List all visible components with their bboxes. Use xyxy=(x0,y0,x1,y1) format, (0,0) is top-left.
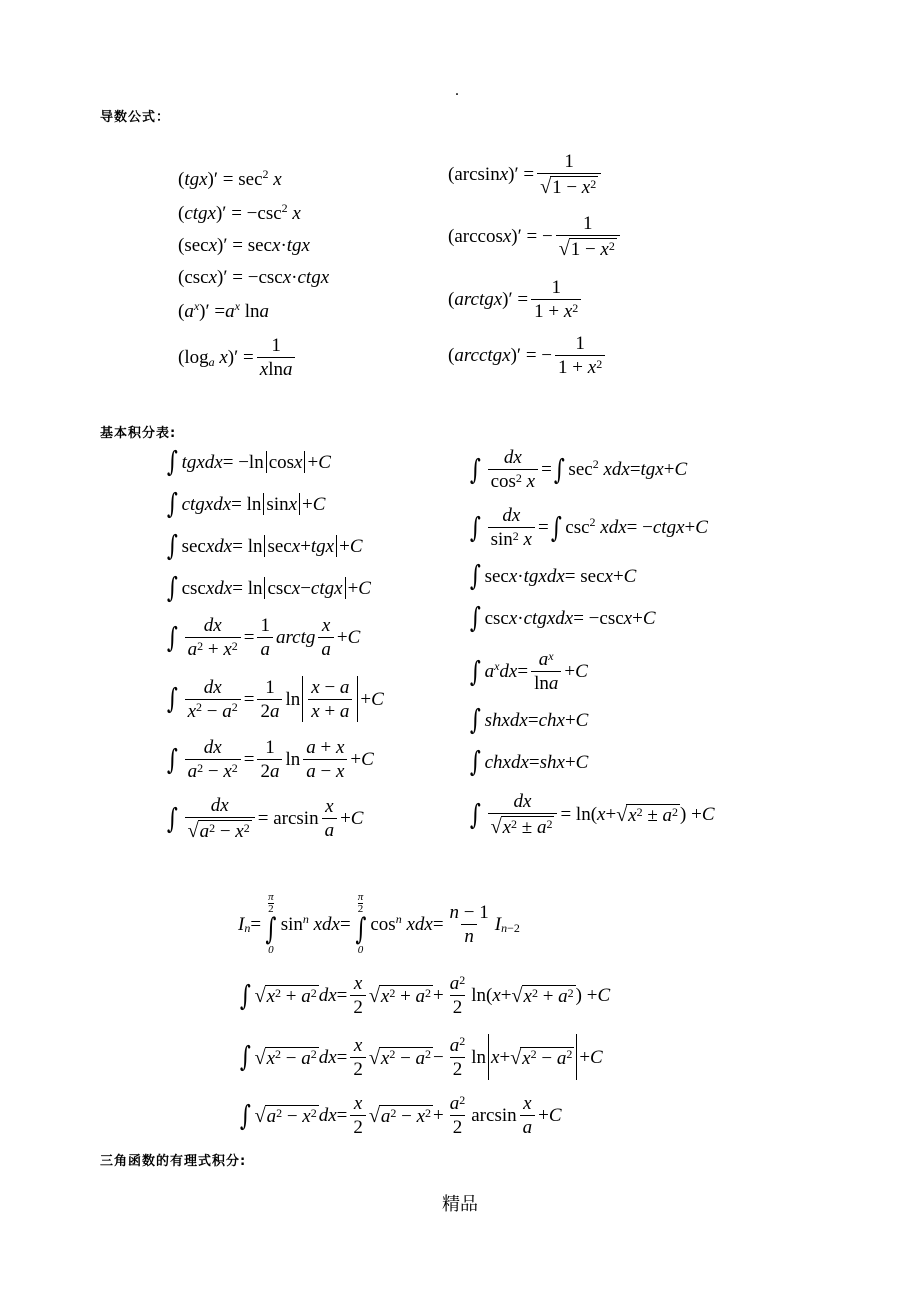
section-heading-derivatives: 导数公式： xyxy=(100,110,171,125)
formula-int-shx: ∫ shxdx = chx + C xyxy=(469,703,589,736)
formula-int-ctgx: ∫ ctgxdx = ln sin x + C xyxy=(166,487,326,520)
formula-int-exp: ∫ a $^x$ dx = $\frac{a^x}{\ln a}$ + C xyxy=(469,648,588,694)
formula-deriv-arcctgx: ( arcctgx )′ = − $\frac{1}{1 + x^2}$ xyxy=(448,334,608,377)
formula-int-x2-minus-a2: ∫ $\frac{dx}{x^2 - a^2}$ = $\frac{1}{2a}$ ln $\frac{x - a}{x + a}$ + C xyxy=(166,676,384,722)
formula-int-sqrt-x2-plus-a2: ∫ √ $x^2 + a^2$ dx = $\frac{x}{2}$ √ $x^2 + a^2$ + $\frac{a^2}{2}$ ln( x + √ $x^2 + a^2$ ) + C xyxy=(239,972,611,1018)
formula-int-cscx: ∫ csc xdx = ln csc x − ctgx + C xyxy=(166,571,371,604)
formula-int-sec-tg: ∫ sec x · tgxdx = sec x + C xyxy=(469,559,637,592)
formula-int-csc2: ∫ $\frac{dx}{\sin^2 x}$ = ∫ csc $^2$ xdx = − ctgx + C xyxy=(469,505,708,550)
formula-int-tgx: ∫ tgxdx = −ln cos x + C xyxy=(166,445,331,478)
formula-deriv-arcsin: (arcsin x )′ = 1 √ $1 - x^2$ xyxy=(448,152,604,197)
footer-label: 精品 xyxy=(442,1194,478,1215)
formula-int-sqrt-a2-minus-x2: ∫ √ $a^2 - x^2$ dx = $\frac{x}{2}$ √ $a^2 - x^2$ + $\frac{a^2}{2}$ arcsin $\frac{x}{a}$ + C xyxy=(239,1092,562,1138)
formula-int-sqrt-x2-minus-a2: ∫ √ $x^2 - a^2$ dx = $\frac{x}{2}$ √ $x^2 - a^2$ − $\frac{a^2}{2}$ ln x + √ $x^2 - a^2$ + C xyxy=(239,1034,603,1080)
formula-int-secx: ∫ sec xdx = ln sec x + tgx + C xyxy=(166,529,363,562)
formula-reduction-In: I $_n$ = $\frac{\pi}{2}$ ∫ 0 sin $^n$ xdx = $\frac{\pi}{2}$ ∫ 0 cos $^n$ xdx = $\frac{n - 1}{n}$ I $_{n -2}$ xyxy=(238,891,520,956)
section-heading-trig-rational: 三角函数的有理式积分: xyxy=(100,1154,247,1169)
formula-int-arcsin: ∫ dx √ $a^2 - x^2$ = arcsin $\frac{x}{a}$ + C xyxy=(166,795,364,842)
formula-deriv-exp: ( a $^x$ )′ = a $^x$ ln a xyxy=(178,299,269,322)
formula-deriv-cscx: (csc x )′ = −csc x · ctgx xyxy=(178,267,330,288)
header-mark: . xyxy=(455,82,459,99)
formula-int-a2-plus-x2: ∫ $\frac{dx}{a^2 + x^2}$ = $\frac{1}{a}$ arctg $\frac{x}{a}$ + C xyxy=(166,615,361,660)
formula-deriv-ctgx: ( ctgx )′ = −csc $^2$ x xyxy=(178,201,301,224)
section-heading-integrals: 基本积分表: xyxy=(100,426,177,441)
formula-int-sec2: ∫ $\frac{dx}{\cos^2 x}$ = ∫ sec $^2$ xdx = tgx + C xyxy=(469,447,688,492)
formula-int-csc-ctg: ∫ csc x · ctgxdx = −csc x + C xyxy=(469,601,656,634)
formula-int-chx: ∫ chxdx = shx + C xyxy=(469,745,589,778)
formula-deriv-arccos: (arccos x )′ = − 1 √ $1 - x^2$ xyxy=(448,214,623,259)
formula-deriv-arctgx: ( arctgx )′ = $\frac{1}{1 + x^2}$ xyxy=(448,278,584,321)
formula-deriv-tgx: ( tgx )′ = sec $^2$ x xyxy=(178,167,282,190)
formula-int-a2-minus-x2: ∫ $\frac{dx}{a^2 - x^2}$ = $\frac{1}{2a}$ ln $\frac{a + x}{a - x}$ + C xyxy=(166,737,374,782)
formula-deriv-log: (log $_a$ x )′ = $\frac{1}{xlna}$ xyxy=(178,336,298,379)
formula-int-sqrt-x2-pm-a2: ∫ dx √ $x^2 \pm a^2$ = ln( x + √ $x^2 \pm a^2$ ) + C xyxy=(469,791,715,838)
formula-deriv-secx: (sec x )′ = sec x · tgx xyxy=(178,235,310,256)
